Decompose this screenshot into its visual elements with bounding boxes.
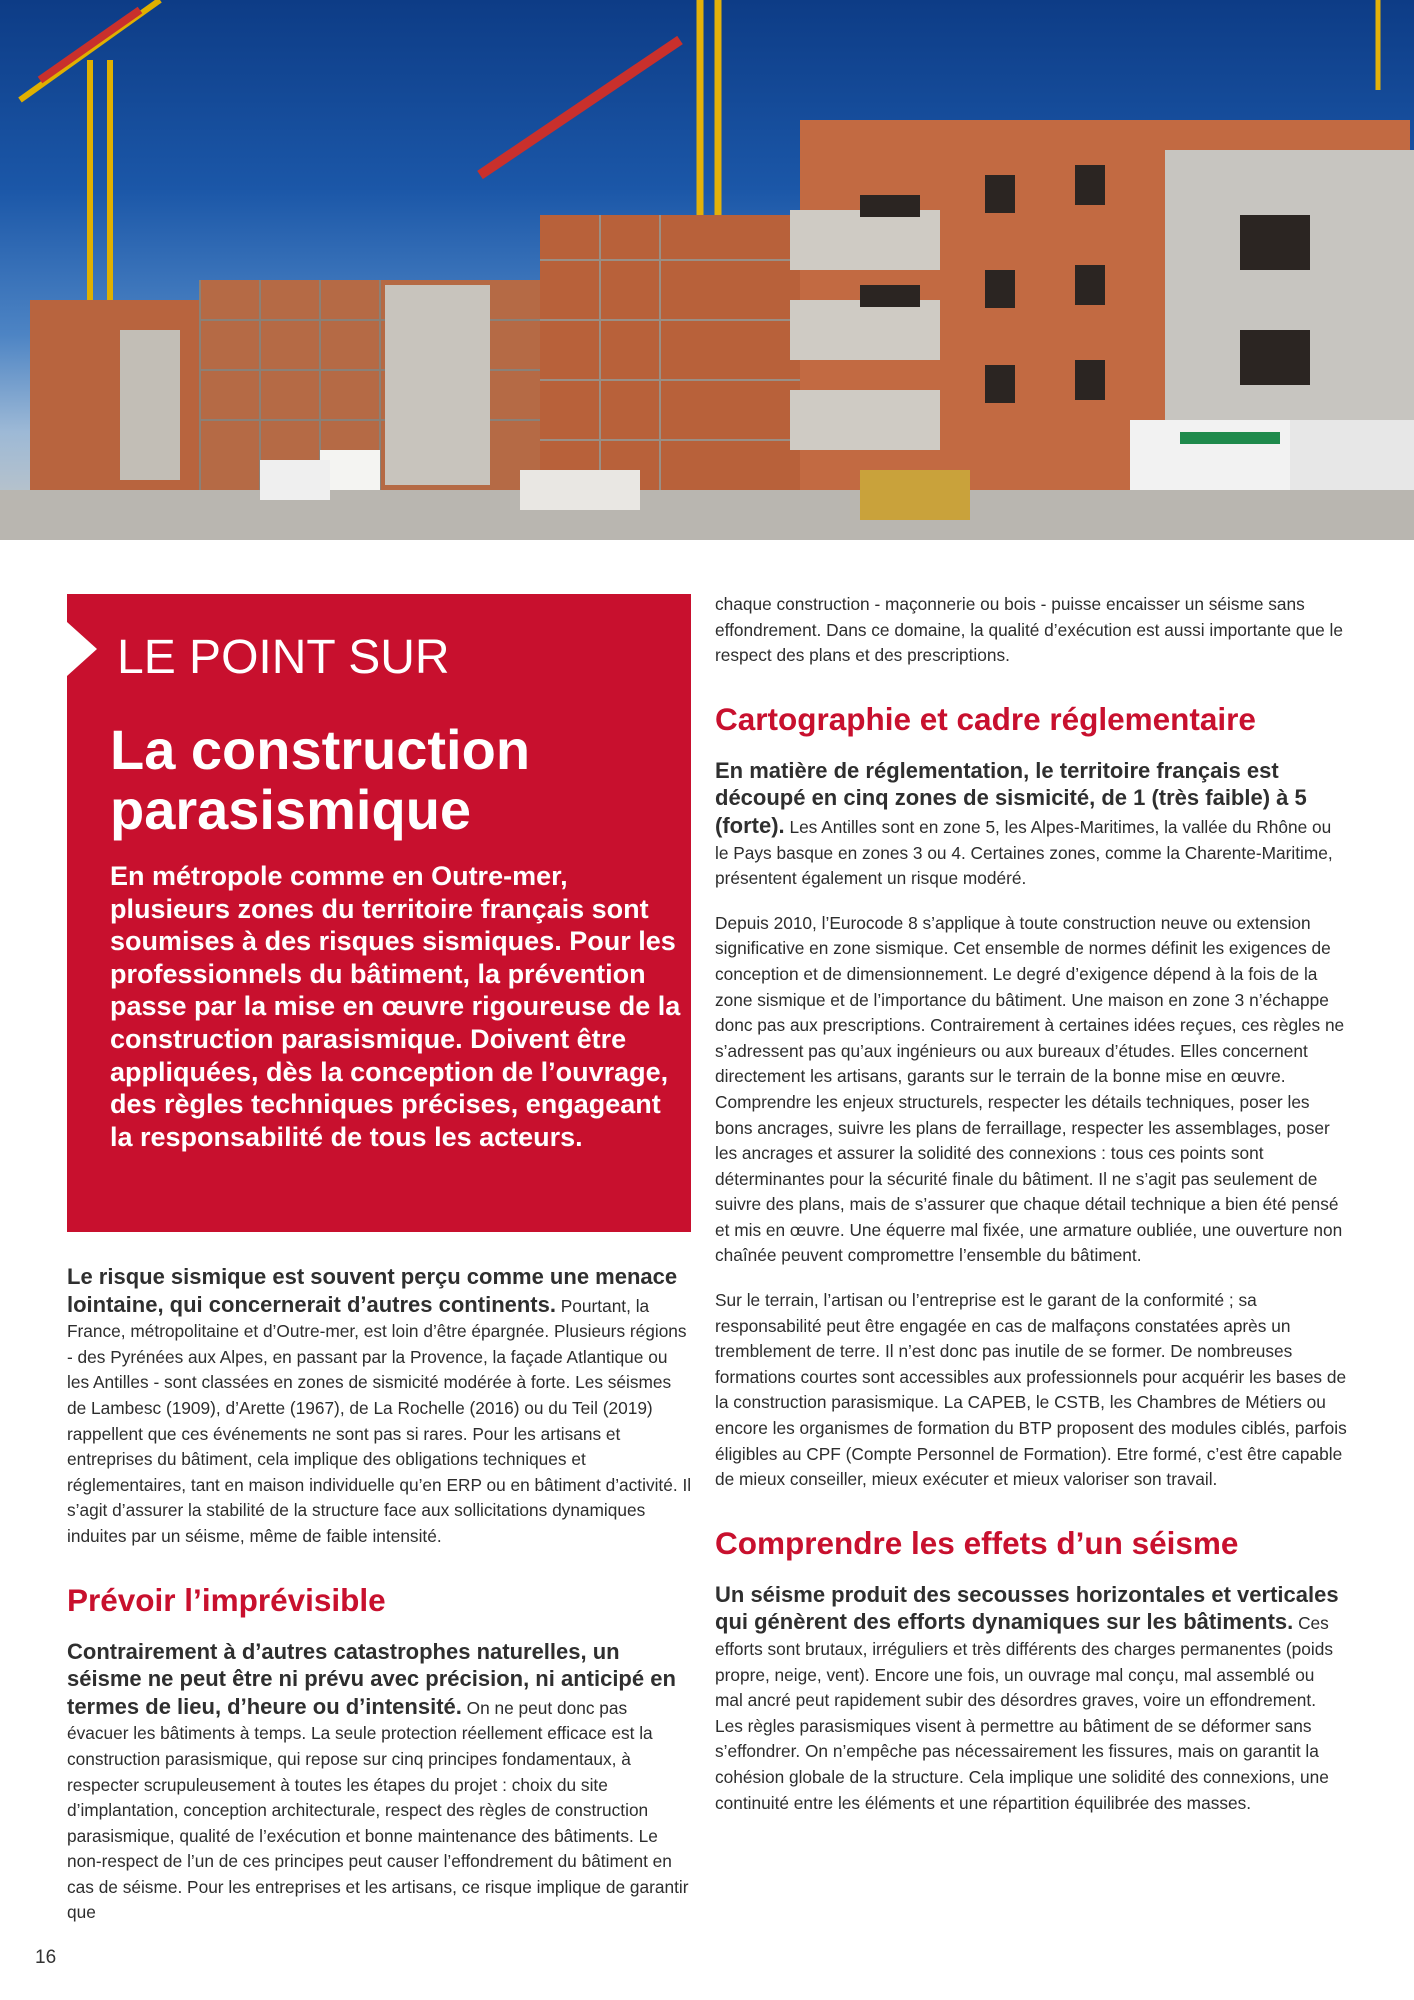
paragraph-terrain: Sur le terrain, l’artisan ou l’entreprise est le garant de la conformité ; sa responsabilité peut être engagée en cas de malfaçons constatées après un tremblement de terre. Il n’est donc pas inutile de se former. De nombreuses formations courtes sont accessibles aux professionnels pour acquérir les bases de la construction parasismique. La CAPEB, le CSTB, les Chambres de Métiers ou encore les organismes de formation du BTP proposent des modules ciblés, parfois éligibles au CPF (Compte Personnel de Formation). Etre formé, c’est être capable de mieux conseiller, mieux exécuter et mieux valoriser son travail.: [715, 1290, 1347, 1490]
lead-reglementation: En matière de réglementation, le territoire français est découpé en cinq zones de sismicité, de 1 (très faible) à 5 (forte).: [715, 757, 1307, 838]
heading-cartographie: Cartographie et cadre réglementaire: [715, 700, 1256, 737]
right-column: [715, 592, 1347, 1816]
lead-risque: Le risque sismique est souvent perçu comme une menace lointaine, qui concernerait d’autres continents.: [67, 1264, 678, 1317]
lead-prevoir: Contrairement à d’autres catastrophes naturelles, un séisme ne peut être ni prévu avec précision, ni anticipé en termes de lieu, d’heure ou d’intensité.: [67, 1638, 676, 1719]
heading-prevoir: Prévoir l’imprévisible: [67, 1581, 386, 1618]
paragraph-continuation: chaque construction - maçonnerie ou bois - puisse encaisser un séisme sans effondrement. Dans ce domaine, la qualité d’exécution est aussi importante que le respect des plans et des prescriptions.: [715, 594, 1343, 666]
text-risque: Pourtant, la France, métropolitaine et d’Outre-mer, est loin d’être épargnée. Plusieurs régions - des Pyrénées aux Alpes, en passant par la Provence, la façade Atlantique ou les Antilles - sont classées en zones de sismicité modérée à forte. Les séismes de Lambesc (1909), d’Arette (1967), de La Rochelle (2016) ou du Teil (2019) rappellent que ces événements ne sont pas si rares. Pour les artisans et entreprises du bâtiment, cela implique des obligations techniques et réglementaires, tant en maison individuelle qu’en ERP ou en bâtiment d’activité. Il s’agit d’assurer la stabilité de la structure face aux sollicitations dynamiques induites par un séisme, même de faible intensité.: [67, 1295, 692, 1546]
paragraph-effets: [715, 1582, 1347, 1816]
paragraph-eurocode: Depuis 2010, l’Eurocode 8 s’applique à toute construction neuve ou extension significative en zone sismique. Cet ensemble de normes définit les exigences de conception et de dimensionnement. Le degré d’exigence dépend à la fois de la zone sismique et de l’importance du bâtiment. Une maison en zone 3 n’échappe donc pas aux prescriptions. Contrairement à certaines idées reçues, ces règles ne s’adressent pas qu’aux ingénieurs ou aux bureaux d’études. Elles concernent directement les artisans, garants sur le terrain de la bonne mise en œuvre. Comprendre les enjeux structurels, respecter les détails techniques, poser les bons ancrages, suivre les plans de ferraillage, respecter les assemblages, poser les ancrages et assurer la solidité des connexions : tous ces points sont déterminantes pour la sécurité finale du bâtiment. Il ne s’agit pas seulement de suivre des plans, mais de s’assurer que chaque détail technique a bien été pensé et mis en œuvre. Une équerre mal fixée, une armature oubliée, une ouverture non chaînée peuvent compromettre l’ensemble du bâtiment.: [715, 912, 1345, 1266]
paragraph-reglementation: [715, 758, 1347, 892]
article-title: La construction parasismique: [110, 718, 531, 841]
page-number: 16: [35, 1947, 57, 1968]
heading-comprendre: Comprendre les effets d’un séisme: [715, 1524, 1239, 1561]
paragraph-prevoir: [67, 1639, 693, 1927]
notch-marker: [67, 622, 97, 676]
text-effets: Ces efforts sont brutaux, irréguliers et très différents des charges permanentes (poids propre, neige, vent). Encore une fois, un ouvrage mal conçu, mal assemblé ou mal ancré peut rapidement subir des désordres graves, voire un effondrement. Les règles parasismiques visent à permettre au bâtiment de se déformer sans s’effondrer. On n’empêche pas nécessairement les fissures, mais on garantit la cohésion globale de la structure. Cela implique une solidité des connexions, une continuité entre les éléments et une répartition équilibrée des masses.: [715, 1613, 1333, 1813]
text-prevoir: On ne peut donc pas évacuer les bâtiments à temps. La seule protection réellement efficace est la construction parasismique, qui repose sur cinq principes fondamentaux, à respecter scrupuleusement à toutes les étapes du projet : choix du site d’implantation, conception architecturale, respect des règles de construction parasismique, qualité de l’exécution et bonne maintenance des bâtiments. Le non-respect de l’un de ces principes peut causer l’effondrement du bâtiment en cas de séisme. Pour les entreprises et les artisans, ce risque implique de garantir que: [67, 1697, 689, 1923]
construction-site-photo: [0, 0, 1414, 540]
construction-illustration: [0, 0, 1414, 540]
left-column: [67, 1264, 693, 1926]
kicker-label: LE POINT SUR: [117, 631, 450, 684]
lead-effets: Un séisme produit des secousses horizontales et verticales qui génèrent des efforts dynamiques sur les bâtiments.: [715, 1581, 1339, 1635]
text-reglementation: Les Antilles sont en zone 5, les Alpes-Maritimes, la vallée du Rhône ou le Pays basque en zones 3 ou 4. Certaines zones, comme la Charente-Maritime, présentent également un risque modéré.: [715, 816, 1333, 889]
article-intro: En métropole comme en Outre-mer, plusieurs zones du territoire français sont soumises à des risques sismiques. Pour les professionnels du bâtiment, la prévention passe par la mise en œuvre rigoureuse de la construction parasismique. Doivent être appliquées, dès la conception de l’ouvrage, des règles techniques précises, engageant la responsabilité de tous les acteurs.: [110, 861, 681, 1152]
paragraph-risque: [67, 1264, 693, 1550]
